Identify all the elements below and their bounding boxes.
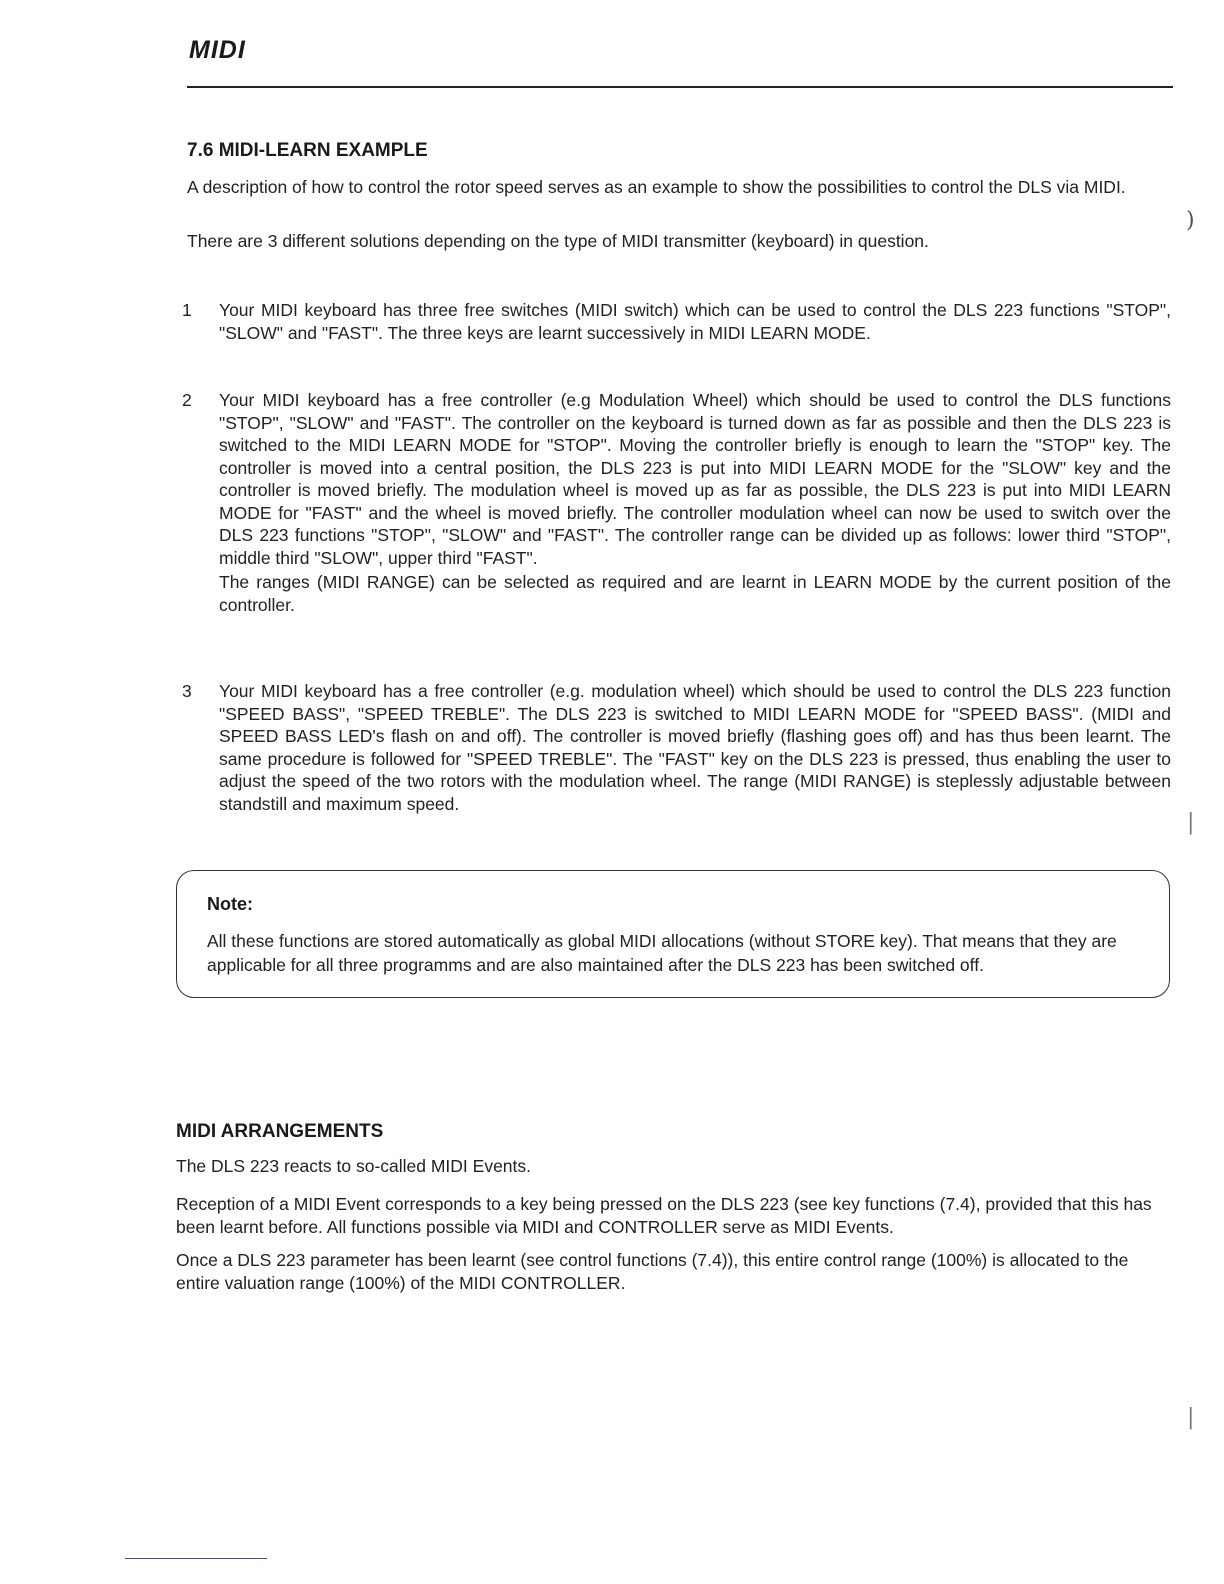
bottom-edge-line	[125, 1558, 267, 1559]
intro-paragraph-2: There are 3 different solutions depending on the type of MIDI transmitter (keyboard) in question.	[187, 231, 929, 251]
section-title-midi-arrangements: MIDI ARRANGEMENTS	[176, 1121, 384, 1142]
note-text: All these functions are stored automatically as global MIDI allocations (without STORE key). That means that they are applicable for all three programms and are also maintained after the DLS 223 has been switched off.	[207, 931, 1117, 975]
list-number: 3	[182, 681, 192, 701]
list-item-body	[219, 299, 1171, 344]
note-label: Note:	[207, 894, 253, 914]
list-item-body	[219, 389, 1171, 616]
list-item-body	[219, 680, 1171, 815]
section-title-midi-learn-example: 7.6 MIDI-LEARN EXAMPLE	[187, 140, 428, 161]
intro-paragraph-1: A description of how to control the rotor speed serves as an example to show the possibilities to control the DLS via MIDI.	[187, 177, 1126, 197]
list-number: 2	[182, 390, 192, 410]
margin-scan-mark: |	[1187, 1405, 1195, 1430]
list-item-1	[182, 299, 1174, 349]
list-item-paragraph: Your MIDI keyboard has a free controller (e.g Modulation Wheel) which should be used to control the DLS functions "STOP", "SLOW" and "FAST". The controller on the keyboard is turned down as far as possible and then the DLS 223 is switched to the MIDI LEARN MODE for "STOP". Moving the controller briefly is enough to learn the "STOP" key. The controller is moved into a central position, the DLS 223 is put into MIDI LEARN MODE for the "SLOW" key and the controller is moved briefly. The modulation wheel is moved up as far as possible, the DLS 223 is put into MIDI LEARN MODE for "FAST" and the wheel is moved briefly. The controller modulation wheel can now be used to switch over the DLS 223 functions "STOP", "SLOW" and "FAST". The controller range can be divided up as follows: lower third "STOP", middle third "SLOW", upper third "FAST".	[219, 390, 1171, 568]
margin-scan-mark: )	[1186, 208, 1195, 233]
note-box	[176, 870, 1170, 998]
margin-scan-mark: |	[1187, 810, 1195, 835]
arrangements-paragraph-1: The DLS 223 reacts to so-called MIDI Events.	[176, 1156, 532, 1176]
list-item-paragraph: Your MIDI keyboard has three free switches (MIDI switch) which can be used to control the DLS 223 functions "STOP", "SLOW" and "FAST". The three keys are learnt successively in MIDI LEARN MODE.	[219, 300, 1171, 343]
header-rule	[187, 86, 1173, 88]
arrangements-paragraph-3: Once a DLS 223 parameter has been learnt (see control functions (7.4)), this entire control range (100%) is allocated to the entire valuation range (100%) of the MIDI CONTROLLER.	[176, 1250, 1129, 1293]
list-item-2	[182, 389, 1174, 639]
running-header-title: MIDI	[189, 36, 246, 64]
arrangements-paragraph-2: Reception of a MIDI Event corresponds to a key being pressed on the DLS 223 (see key functions (7.4), provided that this has been learnt before. All functions possible via MIDI and CONTROLLER serve as MIDI Events.	[176, 1194, 1152, 1237]
list-number: 1	[182, 300, 192, 320]
list-item-paragraph: The ranges (MIDI RANGE) can be selected as required and are learnt in LEARN MODE by the current position of the controller.	[219, 572, 1171, 615]
list-item-3	[182, 680, 1174, 820]
list-item-paragraph: Your MIDI keyboard has a free controller (e.g. modulation wheel) which should be used to control the DLS 223 function "SPEED BASS", "SPEED TREBLE". The DLS 223 is switched to MIDI LEARN MODE for "SPEED BASS". (MIDI and SPEED BASS LED's flash on and off). The controller is moved briefly (flashing goes off) and has thus been learnt. The same procedure is followed for "SPEED TREBLE". The "FAST" key on the DLS 223 is pressed, thus enabling the user to adjust the speed of the two rotors with the modulation wheel. The range (MIDI RANGE) is steplessly adjustable between standstill and maximum speed.	[219, 681, 1171, 814]
